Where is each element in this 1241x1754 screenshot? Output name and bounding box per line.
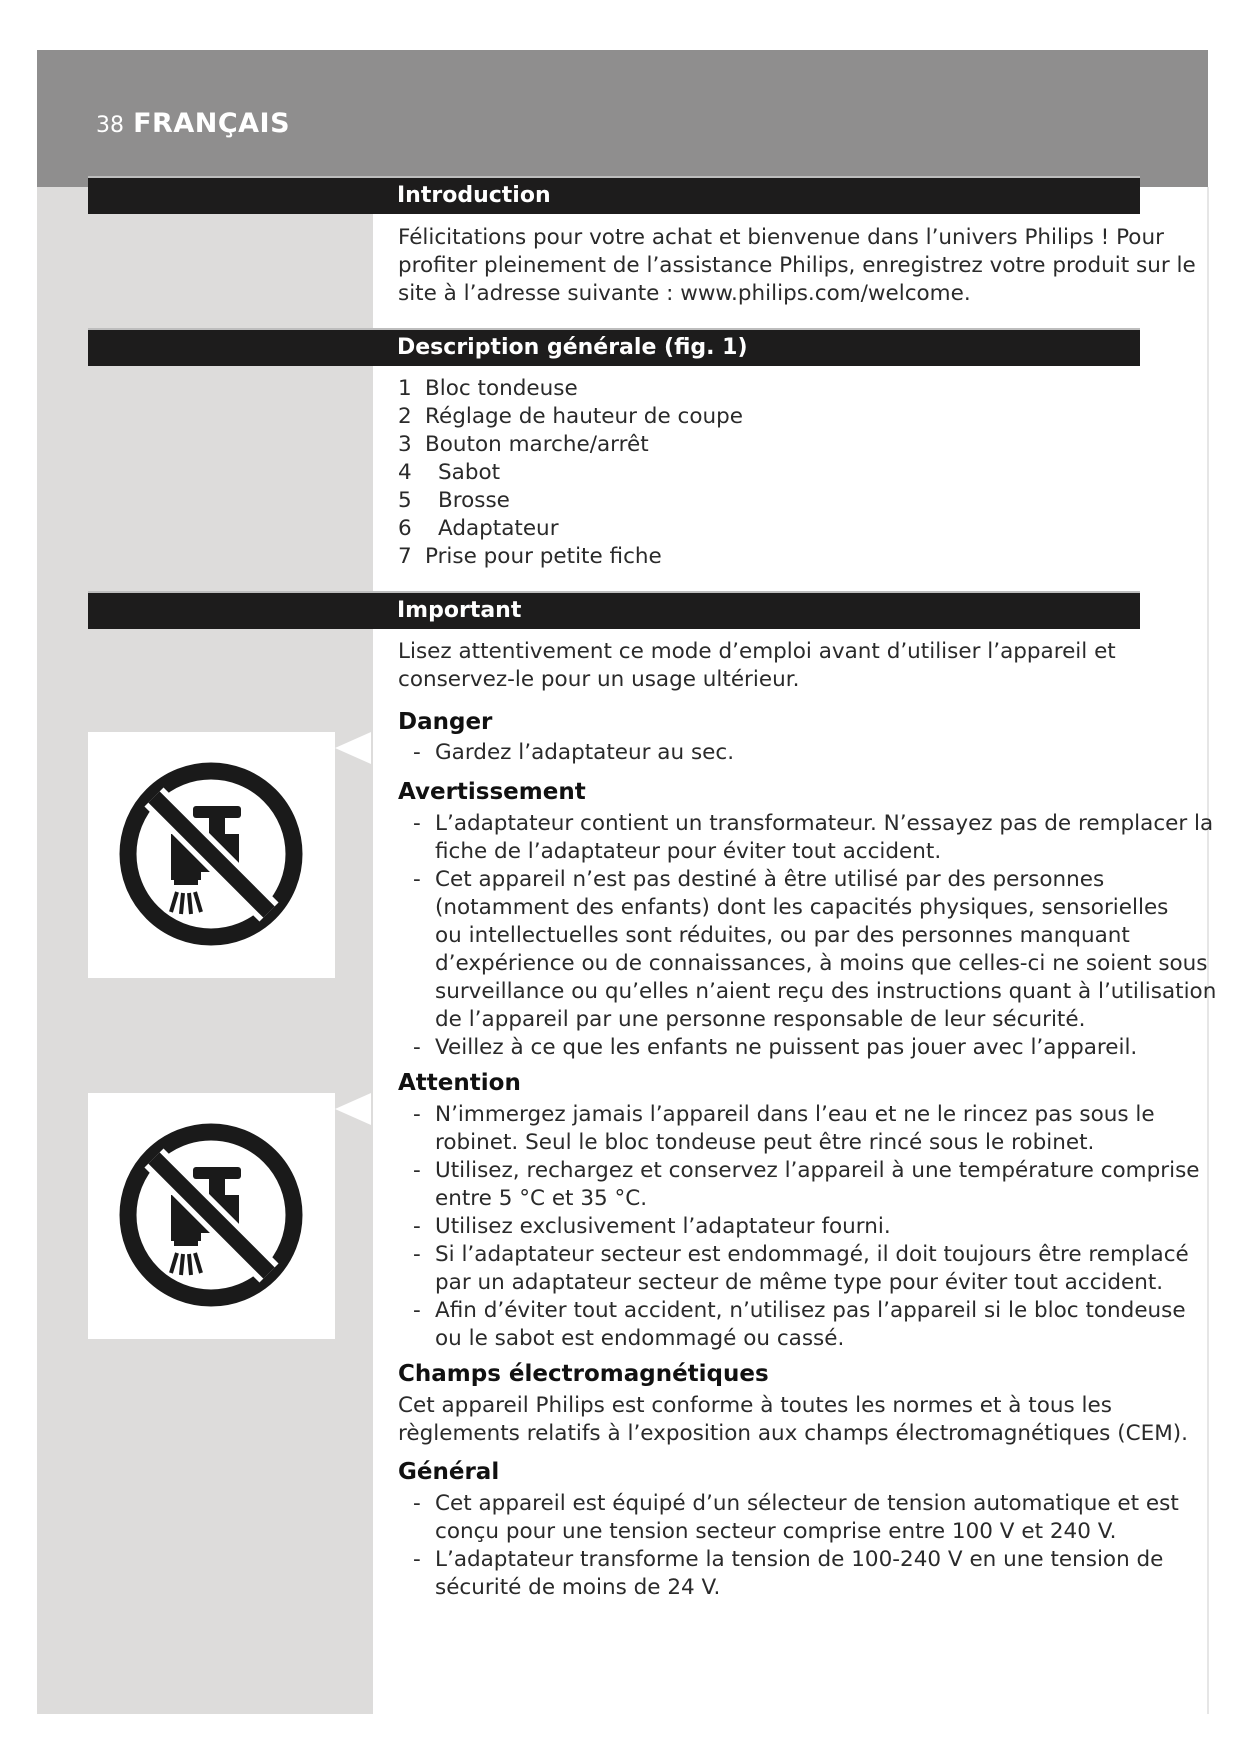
parts-list: [398, 375, 743, 571]
bullet-text: (notamment des enfants) dont les capacités physiques, sensorielles: [435, 895, 1169, 920]
bullet-continuation: [398, 950, 1216, 978]
bullet-continuation: [398, 1129, 1200, 1157]
item-number: 2: [398, 404, 412, 429]
list-item: [398, 403, 743, 431]
bullet-continuation: [398, 1006, 1216, 1034]
bullet-item: - L’adaptateur transforme la tension de 100-240 V en une tension de: [413, 1547, 1164, 1572]
bullet-continuation: [398, 1325, 1200, 1353]
item-number: 4: [398, 460, 412, 485]
warning-figure: [88, 1093, 335, 1339]
general-heading: Général: [398, 1459, 500, 1485]
introduction-text: [398, 224, 1196, 308]
item-number: 7: [398, 544, 412, 569]
item-label: Adaptateur: [438, 516, 559, 541]
list-item: [398, 543, 743, 571]
bullet-text: Cet appareil n’est pas destiné à être utilisé par des personnes: [435, 867, 1105, 892]
bullet-continuation: [398, 1269, 1200, 1297]
item-number: 1: [398, 376, 412, 401]
attention-list: [398, 1101, 1200, 1353]
bullet-text: Veillez à ce que les enfants ne puissent pas jouer avec l’appareil.: [435, 1035, 1138, 1060]
bullet-text: conçu pour une tension secteur comprise entre 100 V et 240 V.: [435, 1519, 1117, 1544]
item-number: 6: [398, 516, 412, 541]
no-water-tap-icon: [88, 732, 335, 978]
bullet-item: - Gardez l’adaptateur au sec.: [413, 740, 735, 765]
bullet-text: Utilisez exclusivement l’adaptateur fourni.: [435, 1214, 891, 1239]
section-bar-introduction: [88, 176, 1140, 214]
champs-text: [398, 1392, 1188, 1448]
section-title: Description générale (fig. 1): [397, 335, 748, 360]
bullet-item: - Cet appareil est équipé d’un sélecteur de tension automatique et est: [413, 1491, 1179, 1516]
bullet-text: entre 5 °C et 35 °C.: [435, 1186, 648, 1211]
bullet-text: L’adaptateur transforme la tension de 100-240 V en une tension de: [435, 1547, 1164, 1572]
list-item: [398, 515, 743, 543]
item-label: Sabot: [438, 460, 501, 485]
warning-figure: [88, 732, 335, 978]
bullet-text: ou le sabot est endommagé ou cassé.: [435, 1326, 845, 1351]
general-list: [398, 1490, 1179, 1602]
bullet-text: surveillance ou qu’elles n’aient reçu des instructions quant à l’utilisation: [435, 979, 1217, 1004]
important-intro: [398, 638, 1116, 694]
paragraph-line: site à l’adresse suivante : www.philips.com/welcome.: [398, 281, 971, 306]
section-bar-important: [88, 591, 1140, 629]
bullet-text: d’expérience ou de connaissances, à moins que celles-ci ne soient sous: [435, 951, 1208, 976]
bullet-text: Si l’adaptateur secteur est endommagé, il doit toujours être remplacé: [435, 1242, 1189, 1267]
bullet-continuation: [398, 838, 1216, 866]
bullet-text: fiche de l’adaptateur pour éviter tout accident.: [435, 839, 942, 864]
attention-heading: Attention: [398, 1070, 521, 1096]
bullet-text: Afin d’éviter tout accident, n’utilisez pas l’appareil si le bloc tondeuse: [435, 1298, 1186, 1323]
danger-heading: Danger: [398, 709, 493, 735]
danger-list: [398, 739, 734, 767]
bullet-text: Cet appareil est équipé d’un sélecteur de tension automatique et est: [435, 1491, 1179, 1516]
bullet-item: - L’adaptateur contient un transformateur. N’essayez pas de remplacer la: [413, 811, 1214, 836]
bullet-text: L’adaptateur contient un transformateur. N’essayez pas de remplacer la: [435, 811, 1214, 836]
page-number: 38: [96, 113, 124, 138]
no-water-tap-icon: [88, 1093, 335, 1339]
item-label: Prise pour petite fiche: [425, 544, 662, 569]
list-item: [398, 459, 743, 487]
item-number: 5: [398, 488, 412, 513]
list-item: [398, 375, 743, 403]
bullet-item: - Utilisez, rechargez et conservez l’appareil à une température comprise: [413, 1158, 1200, 1183]
champs-heading: Champs électromagnétiques: [398, 1361, 769, 1387]
item-label: Bloc tondeuse: [425, 376, 578, 401]
bullet-text: Gardez l’adaptateur au sec.: [435, 740, 735, 765]
bullet-continuation: [398, 1518, 1179, 1546]
bullet-text: ou intellectuelles sont réduites, ou par des personnes manquant: [435, 923, 1130, 948]
bullet-item: - Si l’adaptateur secteur est endommagé, il doit toujours être remplacé: [413, 1242, 1189, 1267]
figure-pointer: [335, 1093, 371, 1125]
item-label: Brosse: [438, 488, 510, 513]
section-title: Important: [397, 598, 522, 623]
list-item: [398, 431, 743, 459]
bullet-item: - Utilisez exclusivement l’adaptateur fourni.: [413, 1214, 891, 1239]
bullet-text: robinet. Seul le bloc tondeuse peut être rincé sous le robinet.: [435, 1130, 1095, 1155]
bullet-continuation: [398, 1574, 1179, 1602]
bullet-continuation: [398, 922, 1216, 950]
bullet-text: par un adaptateur secteur de même type pour éviter tout accident.: [435, 1270, 1164, 1295]
bullet-text: Utilisez, rechargez et conservez l’appareil à une température comprise: [435, 1158, 1200, 1183]
item-label: Réglage de hauteur de coupe: [425, 404, 743, 429]
paragraph-line: conservez-le pour un usage ultérieur.: [398, 667, 800, 692]
bullet-text: de l’appareil par une personne responsable de leur sécurité.: [435, 1007, 1086, 1032]
avertissement-heading: Avertissement: [398, 779, 586, 805]
bullet-continuation: [398, 1185, 1200, 1213]
bullet-continuation: [398, 894, 1216, 922]
figure-pointer: [335, 732, 371, 764]
section-bar-description: [88, 328, 1140, 366]
bullet-item: - Cet appareil n’est pas destiné à être utilisé par des personnes: [413, 867, 1105, 892]
avertissement-list: [398, 810, 1216, 1062]
paragraph-line: Cet appareil Philips est conforme à toutes les normes et à tous les: [398, 1393, 1112, 1418]
paragraph-line: Félicitations pour votre achat et bienvenue dans l’univers Philips ! Pour: [398, 225, 1164, 250]
paragraph-line: profiter pleinement de l’assistance Philips, enregistrez votre produit sur le: [398, 253, 1196, 278]
bullet-item: - N’immergez jamais l’appareil dans l’eau et ne le rincez pas sous le: [413, 1102, 1155, 1127]
bullet-text: sécurité de moins de 24 V.: [435, 1575, 721, 1600]
bullet-continuation: [398, 978, 1216, 1006]
list-item: [398, 487, 743, 515]
bullet-item: - Veillez à ce que les enfants ne puissent pas jouer avec l’appareil.: [413, 1035, 1138, 1060]
section-title: Introduction: [397, 183, 551, 208]
item-number: 3: [398, 432, 412, 457]
bullet-text: N’immergez jamais l’appareil dans l’eau et ne le rincez pas sous le: [435, 1102, 1155, 1127]
language-title: FRANÇAIS: [133, 108, 291, 139]
item-label: Bouton marche/arrêt: [425, 432, 649, 457]
page-header: [96, 108, 290, 139]
bullet-item: - Afin d’éviter tout accident, n’utilisez pas l’appareil si le bloc tondeuse: [413, 1298, 1186, 1323]
paragraph-line: règlements relatifs à l’exposition aux champs électromagnétiques (CEM).: [398, 1421, 1188, 1446]
paragraph-line: Lisez attentivement ce mode d’emploi avant d’utiliser l’appareil et: [398, 639, 1116, 664]
